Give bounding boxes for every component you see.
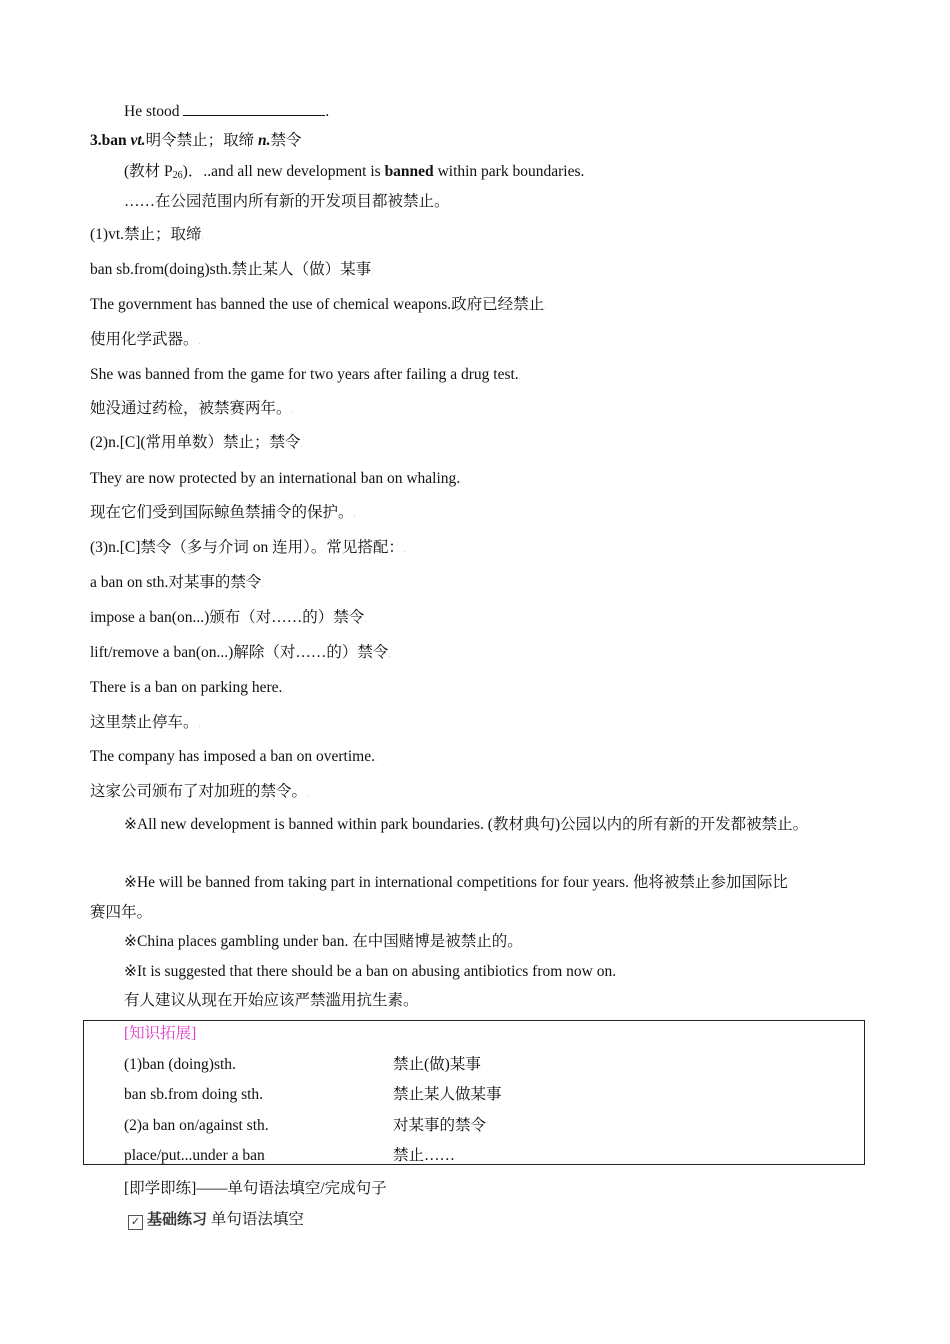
example-line: There is a ban on parking here.. (90, 679, 285, 696)
knowledge-meaning: 禁止某人做某事 (393, 1086, 502, 1103)
example-line: 使用化学武器。. (90, 331, 201, 348)
knowledge-phrase: (1)ban (doing)sth. (124, 1056, 236, 1073)
example-line: 现在它们受到国际鲸鱼禁捕令的保护。. (90, 504, 356, 521)
knowledge-phrase: (2)a ban on/against sth. (124, 1117, 269, 1134)
sentence-end: . (325, 103, 330, 120)
example-sentence-cont: 赛四年。 (90, 904, 153, 921)
definition-line: ban sb.from(doing)sth.禁止某人（做）某事. (90, 261, 374, 278)
definition-line: (2)n.[C](常用单数）禁止；禁令. (90, 434, 303, 451)
basic-practice-label: 基础练习 (147, 1210, 208, 1228)
practice-heading: [即学即练]——单句语法填空/完成句子 (124, 1180, 387, 1197)
example-line: They are now protected by an international ban on whaling.. (90, 470, 463, 487)
headword: ban (101, 132, 127, 149)
knowledge-meaning: 禁止…… (393, 1147, 456, 1164)
checkbox-icon: ✓ (128, 1215, 143, 1230)
sentence-start: He stood (124, 103, 180, 120)
example-line: 这里禁止停车。. (90, 714, 201, 731)
textbook-quote: (教材 $P_{26}$)．..and all new development is banned within park boundaries. (124, 163, 585, 181)
knowledge-phrase: place/put...under a ban (124, 1147, 265, 1164)
knowledge-meaning: 禁止(做)某事 (393, 1056, 481, 1073)
fill-blank-sentence (124, 101, 329, 122)
answer-blank[interactable] (183, 101, 325, 116)
basic-practice-text: 单句语法填空 (210, 1211, 304, 1228)
definition-line: (3)n.[C]禁令（多与介词 on 连用）。常见搭配：. (90, 539, 406, 556)
example-translation: 有人建议从现在开始应该严禁滥用抗生素。 (124, 992, 419, 1009)
collocation-line: lift/remove a ban(on...)解除（对……的）禁令. (90, 644, 391, 661)
example-sentence: ※He will be banned from taking part in international competitions for four years. 他将被禁止参加国际比 (124, 874, 788, 891)
knowledge-meaning: 对某事的禁令 (393, 1117, 487, 1134)
collocation-line: a ban on sth.对某事的禁令. (90, 574, 264, 591)
definition-line: (1)vt.禁止；取缔. (90, 226, 204, 243)
example-line: The company has imposed a ban on overtime.. (90, 748, 377, 765)
example-line: 这家公司颁布了对加班的禁令。. (90, 783, 310, 800)
knowledge-title: [知识拓展] (124, 1025, 197, 1042)
knowledge-phrase: ban sb.from doing sth. (124, 1086, 264, 1103)
entry-heading: 3.ban vt.明令禁止；取缔 n.禁令 (90, 132, 302, 149)
quote-translation: ……在公园范围内所有新的开发项目都被禁止。 (124, 193, 450, 210)
example-line: She was banned from the game for two years after failing a drug test.. (90, 366, 521, 383)
example-line: 她没通过药检，被禁赛两年。. (90, 400, 294, 417)
example-sentence: ※China places gambling under ban. 在中国赌博是被禁止的。 (124, 933, 523, 950)
example-line: The government has banned the use of chemical weapons.政府已经禁止. (90, 296, 547, 313)
example-sentence: ※It is suggested that there should be a ban on abusing antibiotics from now on. (124, 963, 617, 980)
knowledge-expansion-box (83, 1020, 865, 1165)
basic-practice-heading (128, 1209, 304, 1230)
collocation-line: impose a ban(on...)颁布（对……的）禁令. (90, 609, 367, 626)
example-sentence: ※All new development is banned within park boundaries. (教材典句)公园以内的所有新的开发都被禁止。 (124, 816, 809, 833)
